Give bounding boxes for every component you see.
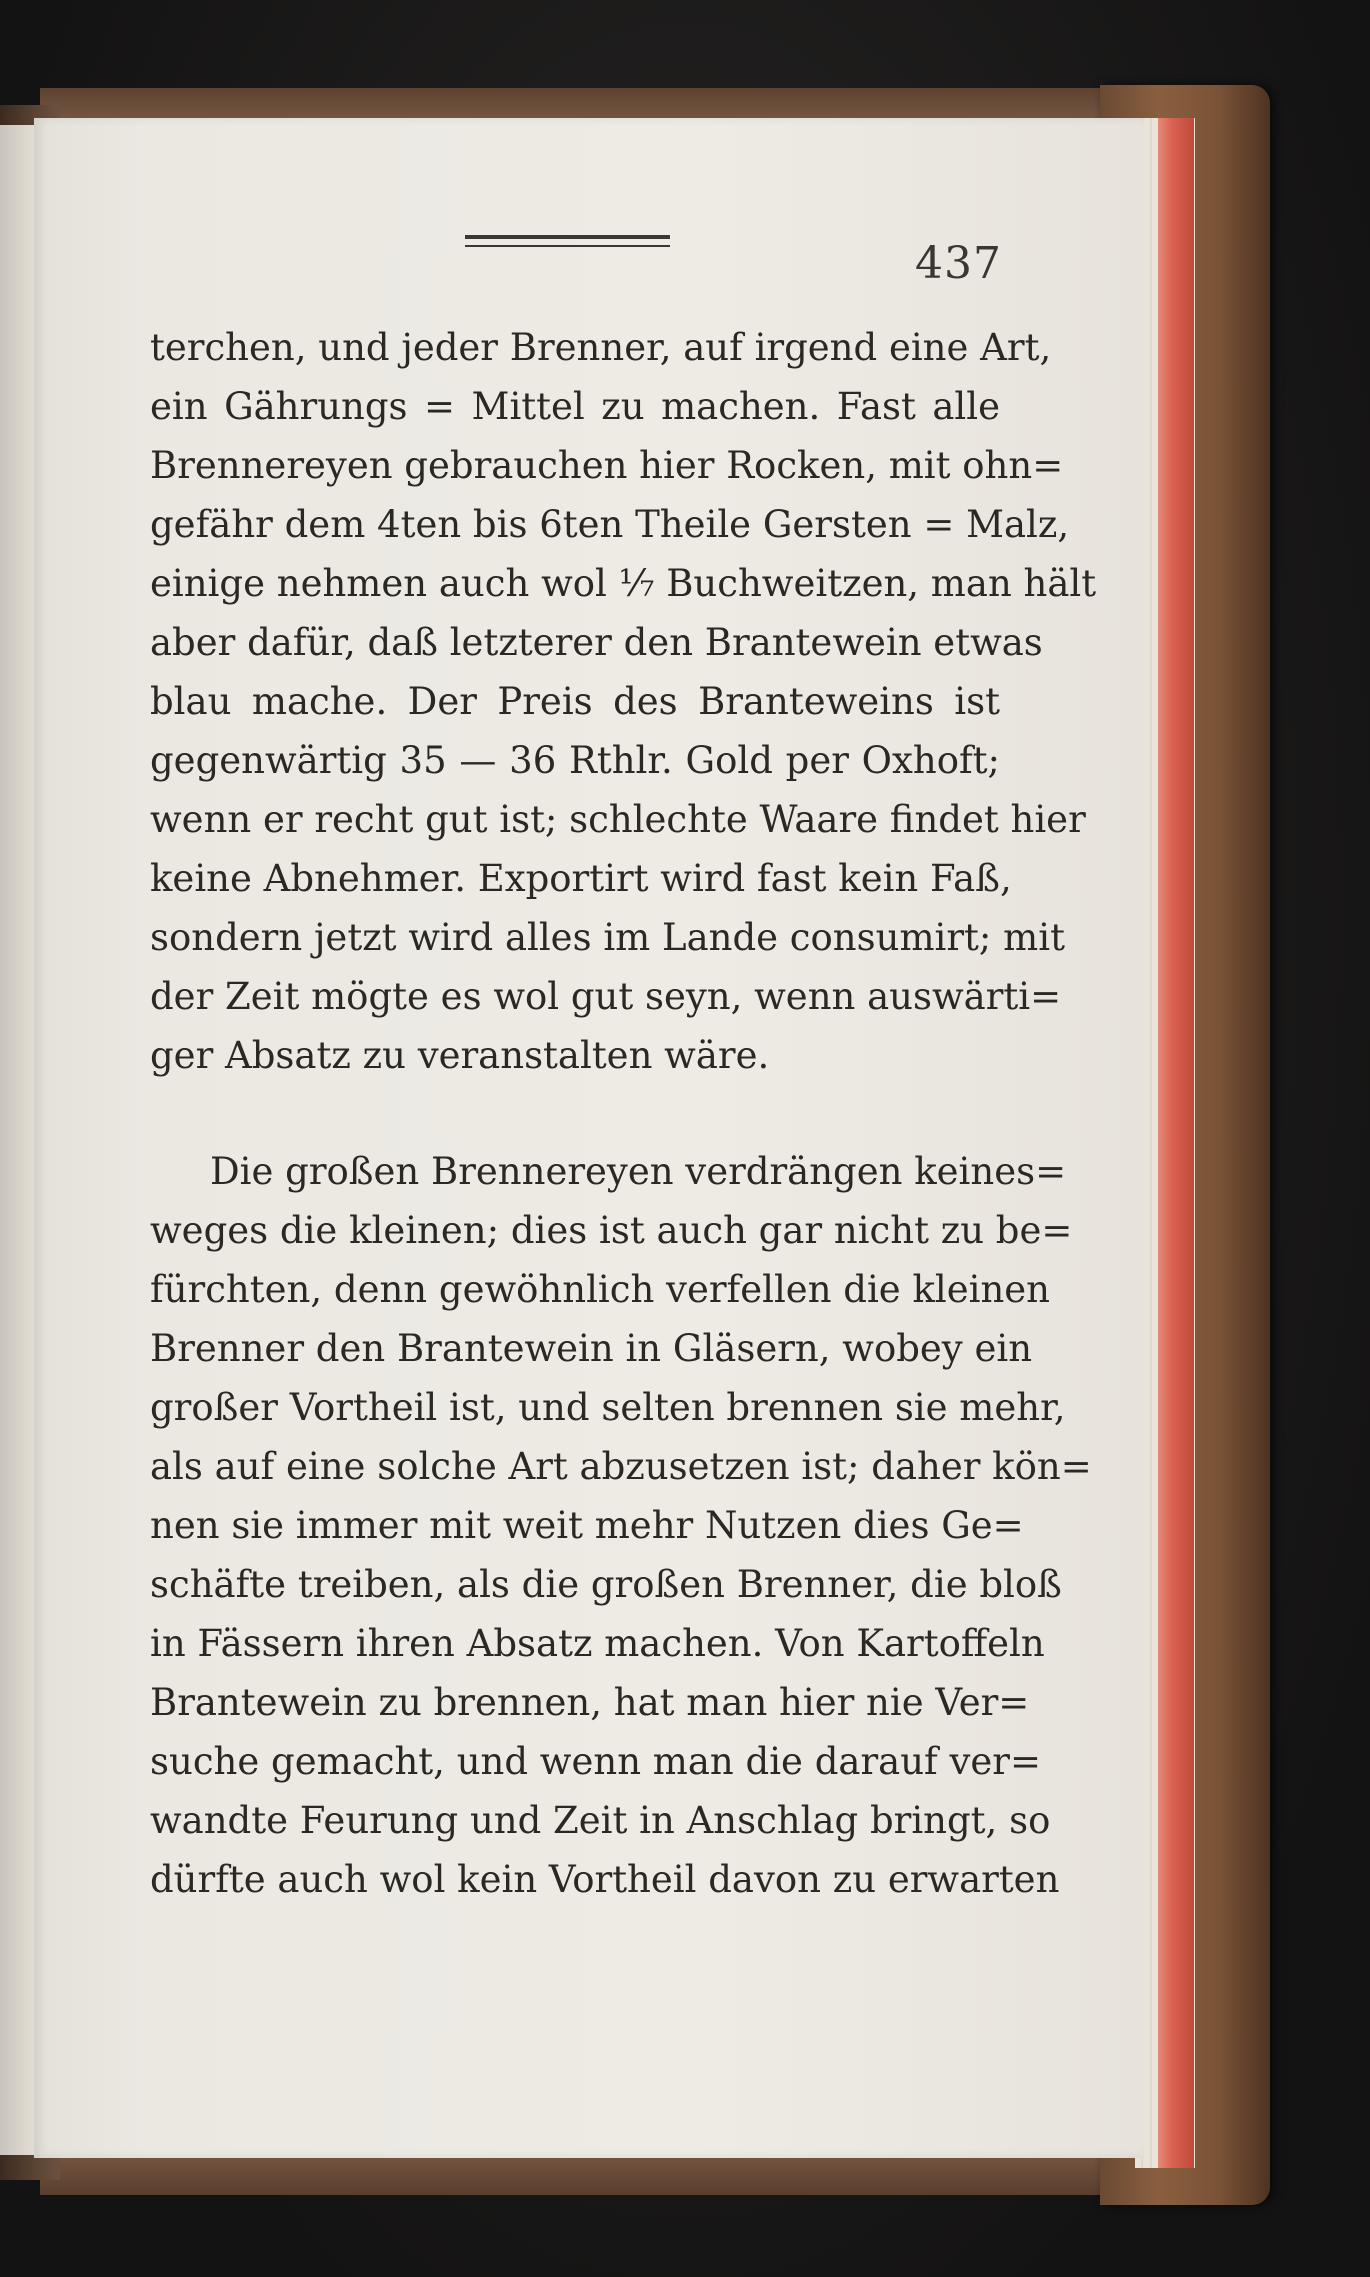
text-line: schäfte treiben, als die großen Brenner, die bloß: [150, 1563, 1062, 1606]
header-rule-thin: [465, 245, 670, 247]
text-line: aber dafür, daß letzterer den Brantewein etwas: [150, 621, 1043, 664]
text-line: wenn er recht gut ist; schlechte Waare findet hier: [150, 798, 1086, 841]
text-line: gefähr dem 4ten bis 6ten Theile Gersten = Malz,: [150, 503, 1070, 546]
text-line: großer Vortheil ist, und selten brennen sie mehr,: [150, 1386, 1066, 1429]
text-line: blau mache. Der Preis des Branteweins ist: [150, 680, 1000, 723]
text-line: sondern jetzt wird alles im Lande consumirt; mit: [150, 916, 1065, 959]
text-line: wandte Feurung und Zeit in Anschlag bringt, so: [150, 1799, 1051, 1842]
text-line: weges die kleinen; dies ist auch gar nicht zu be=: [150, 1209, 1073, 1252]
text-line: Brennereyen gebrauchen hier Rocken, mit ohn=: [150, 444, 1064, 487]
red-page-edge: [1158, 118, 1194, 2168]
text-line: der Zeit mögte es wol gut seyn, wenn auswärti=: [150, 975, 1062, 1018]
paragraph: [150, 318, 1097, 1085]
header-rule: [465, 235, 670, 239]
paragraph-gap: [150, 1085, 1000, 1142]
text-line: einige nehmen auch wol ⅐ Buchweitzen, man hält: [150, 562, 1097, 605]
paragraph: [150, 1142, 1092, 1909]
page-number: 437: [915, 238, 1002, 289]
facing-page-edge: [0, 125, 36, 2155]
text-line: Brenner den Brantewein in Gläsern, wobey ein: [150, 1327, 1033, 1370]
text-line: nen sie immer mit weit mehr Nutzen dies Ge=: [150, 1504, 1024, 1547]
text-line: keine Abnehmer. Exportirt wird fast kein Faß,: [150, 857, 1012, 900]
text-line: dürfte auch wol kein Vortheil davon zu erwarten: [150, 1858, 1060, 1901]
body-text: [150, 318, 1097, 1909]
text-line: in Fässern ihren Absatz machen. Von Kartoffeln: [150, 1622, 1045, 1665]
text-line: suche gemacht, und wenn man die darauf ver=: [150, 1740, 1041, 1783]
text-line: Brantewein zu brennen, hat man hier nie Ver=: [150, 1681, 1030, 1724]
text-line: ein Gährungs = Mittel zu machen. Fast alle: [150, 385, 1000, 428]
text-line: Die großen Brennereyen verdrängen keines=: [210, 1150, 1067, 1193]
text-line: als auf eine solche Art abzusetzen ist; daher kön=: [150, 1445, 1092, 1488]
text-line: fürchten, denn gewöhnlich verfellen die kleinen: [150, 1268, 1050, 1311]
text-line: terchen, und jeder Brenner, auf irgend eine Art,: [150, 326, 1052, 369]
text-line: gegenwärtig 35 — 36 Rthlr. Gold per Oxhoft;: [150, 739, 1000, 782]
text-line: ger Absatz zu veranstalten wäre.: [150, 1034, 770, 1077]
